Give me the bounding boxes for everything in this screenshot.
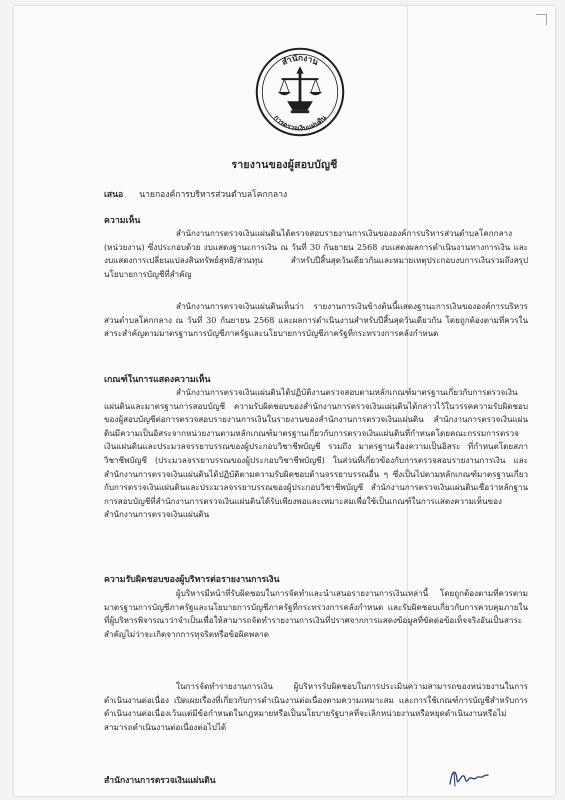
section-heading-responsibility: ความรับผิดชอบของผู้บริหารต่อรายงานการเงิน: [104, 575, 280, 585]
addressee-label: เสนอ: [104, 190, 124, 200]
document-page: [14, 6, 555, 796]
scales-of-justice-icon: [278, 66, 322, 113]
seal-bottom-text: การตรวจเงินแผ่นดิน: [272, 113, 328, 133]
addressee-name: นายกองค์การบริหารส่วนตำบลโคกกลาง: [139, 190, 288, 200]
section-heading-opinion: ความเห็น: [104, 216, 141, 226]
auditor-signature: [446, 764, 490, 790]
report-title: รายงานของผู้สอบบัญชี: [231, 159, 338, 171]
basis-paragraph: สำนักงานการตรวจเงินแผ่นดินได้ปฏิบัติงานตรวจสอบตามหลักเกณฑ์มาตรฐานเกี่ยวกับการตรวจเงินแผ่นดินและมาตรฐานการสอบบัญชี ความรับผิดชอบของสำนักงานการตรวจเงินแผ่นดินได้กล่าวไว้ในวรรคความรับผิดชอบของผู้สอบบัญชีต่อการตรวจสอบรายงานการเงินในรายงานของสำนักงานการตรวจเงินแผ่นดิน สำนักงานการตรวจเงินแผ่นดินมีความเป็นอิสระจากหน่วยงานตามหลักเกณฑ์มาตรฐานเกี่ยวกับการตรวจเงินแผ่นดินที่กำหนดโดยคณะกรรมการตรวจเงินแผ่นดินและประมวลจรรยาบรรณของผู้ประกอบวิชาชีพบัญชี รวมถึง มาตรฐานเรื่องความเป็นอิสระ ที่กำหนดโดยสภาวิชาชีพบัญชี (ประมวลจรรยาบรรณของผู้ประกอบวิชาชีพบัญชี) ในส่วนที่เกี่ยวข้องกับการตรวจสอบรายงานการเงิน และสำนักงานการตรวจเงินแผ่นดินได้ปฏิบัติตามความรับผิดชอบด้านจรรยาบรรณอื่น ๆ ซึ่งเป็นไปตามหลักเกณฑ์มาตรฐานเกี่ยวกับการตรวจเงินแผ่นดินและประมวลจรรยาบรรณของผู้ประกอบวิชาชีพบัญชี สำนักงานการตรวจเงินแผ่นดินเชื่อว่าหลักฐานการสอบบัญชีที่สำนักงานการตรวจเงินแผ่นดินได้รับเพียงพอและเหมาะสมเพื่อใช้เป็นเกณฑ์ในการแสดงความเห็นของสำนักงานการตรวจเงินแผ่นดิน: [104, 387, 528, 520]
corner-mark: [536, 14, 547, 25]
opinion-paragraph-2: สำนักงานการตรวจเงินแผ่นดินเห็นว่า รายงานการเงินข้างต้นนี้แสดงฐานะการเงินขององค์การบริหารส่วนตำบลโคกกลาง ณ วันที่ 30 กันยายน 2568 และผลการดำเนินงานสำหรับปีสิ้นสุดวันเดียวกัน โดยถูกต้องตามที่ควรในสาระสำคัญตามมาตรฐานการบัญชีภาครัฐและนโยบายการบัญชีภาครัฐที่กระทรวงการคลังกำหนด: [104, 301, 528, 339]
responsibility-paragraph-1: ผู้บริหารมีหน้าที่รับผิดชอบในการจัดทำและนำเสนอรายงานการเงินเหล่านี้ โดยถูกต้องตามที่ควรตามมาตรฐานการบัญชีภาครัฐและนโยบายการบัญชีภาครัฐที่กระทรวงการคลังกำหนด และรับผิดชอบเกี่ยวกับการควบคุมภายในที่ผู้บริหารพิจารณาว่าจำเป็นเพื่อให้สามารถจัดทำรายงานการเงินที่ปราศจากการแสดงข้อมูลที่ขัดต่อข้อเท็จจริงอันเป็นสาระสำคัญไม่ว่าจะเกิดจากการทุจริตหรือข้อผิดพลาด: [104, 588, 528, 639]
svg-text:สำนักงาน: [280, 53, 320, 68]
responsibility-paragraph-2: ในการจัดทำรายงานการเงิน ผู้บริหารรับผิดชอบในการประเมินความสามารถของหน่วยงานในการดำเนินงานต่อเนื่อง เปิดเผยเรื่องที่เกี่ยวกับการดำเนินงานต่อเนื่องตามความเหมาะสม และการใช้เกณฑ์การบัญชีสำหรับการดำเนินงานต่อเนื่องเว้นแต่มีข้อกำหนดในกฎหมายหรือเป็นนโยบายรัฐบาลที่จะเลิกหน่วยงานหรือหยุดดำเนินงานหรือไม่สามารถดำเนินงานต่อเนื่องต่อไปได้: [104, 681, 528, 732]
footer-office-label: สำนักงานการตรวจเงินแผ่นดิน: [104, 776, 216, 786]
addressee-line: [104, 187, 287, 201]
opinion-paragraph-1: สำนักงานการตรวจเงินแผ่นดินได้ตรวจสอบรายงานการเงินขององค์การบริหารส่วนตำบลโคกกลาง (หน่วยงาน) ซึ่งประกอบด้วย งบแสดงฐานะการเงิน ณ วันที่ 30 กันยายน 2568 งบแสดงผลการดำเนินงานทางการเงิน และงบแสดงการเปลี่ยนแปลงสินทรัพย์สุทธิ/ส่วนทุน สำหรับปีสิ้นสุดวันเดียวกันและหมายเหตุประกอบงบการเงินรวมถึงสรุปนโยบายการบัญชีที่สำคัญ: [104, 228, 528, 279]
seal-top-text: สำนักงาน: [280, 52, 321, 68]
section-heading-basis: เกณฑ์ในการแสดงความเห็น: [104, 375, 211, 385]
oag-seal-logo: [254, 46, 346, 138]
